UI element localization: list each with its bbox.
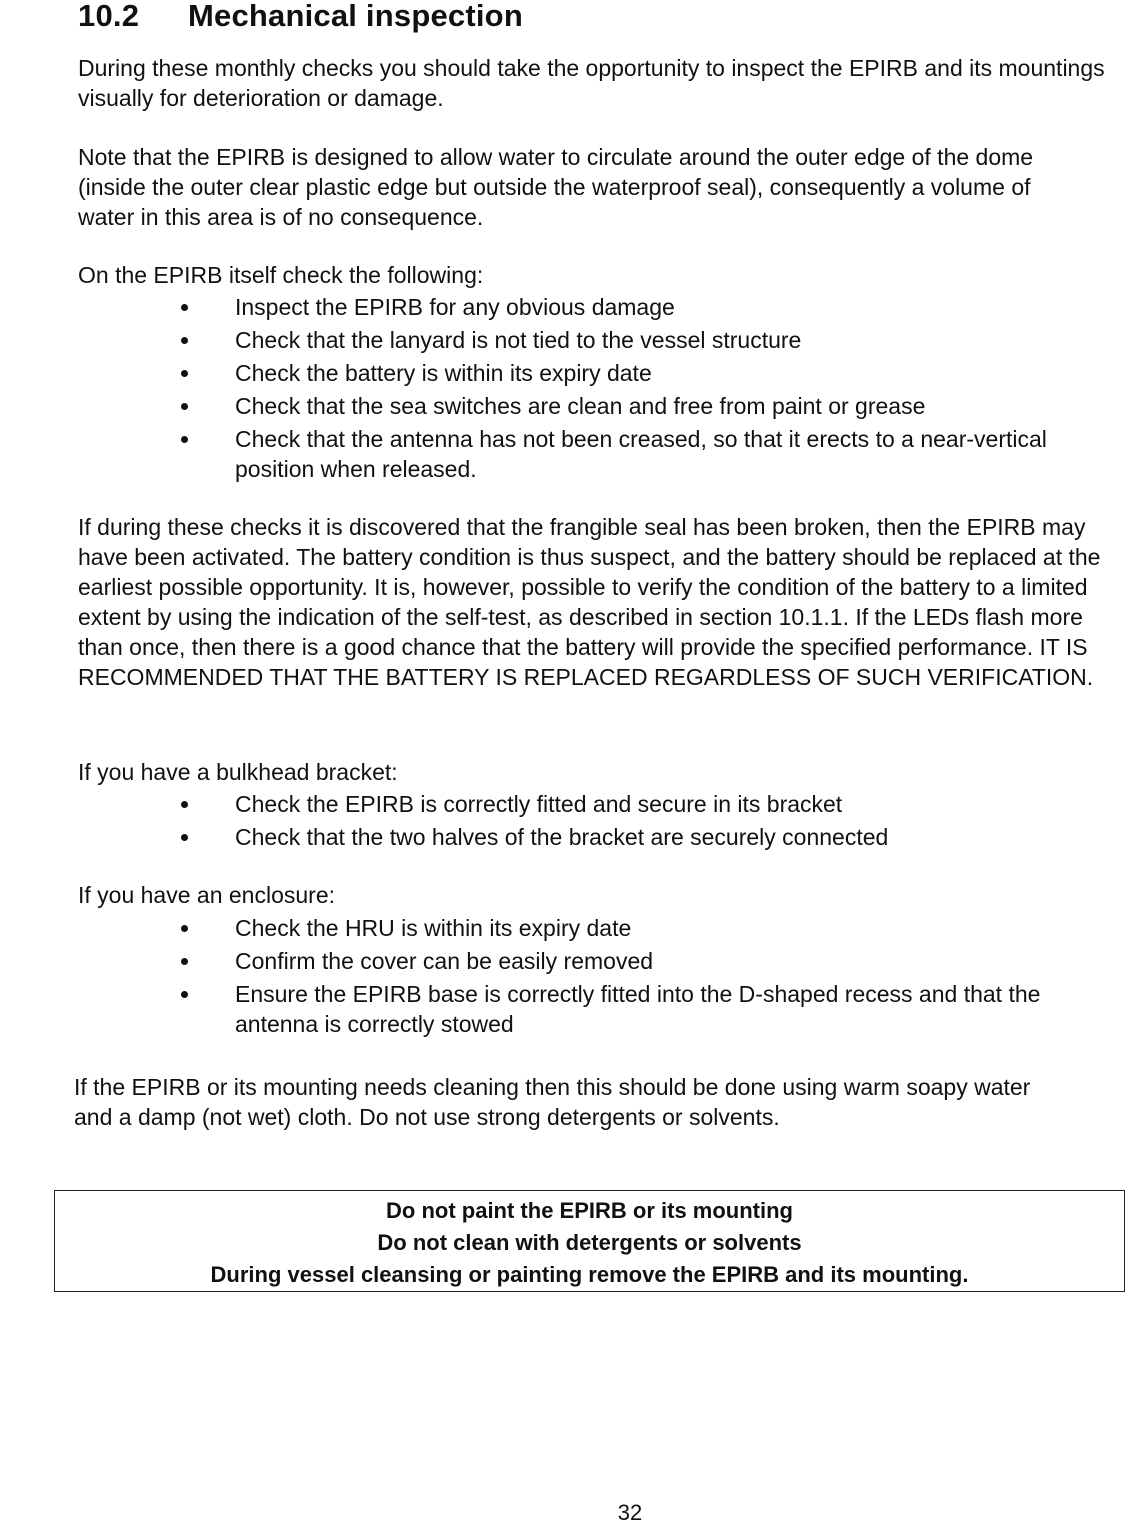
list-item-text: Confirm the cover can be easily removed <box>235 948 654 974</box>
list-item <box>150 424 1105 484</box>
section-heading <box>78 0 523 34</box>
bullet-icon <box>181 304 188 311</box>
list-item-text: Check the HRU is within its expiry date <box>235 915 632 941</box>
bullet-icon <box>181 991 188 998</box>
bullet-icon <box>181 925 188 932</box>
intro-paragraph: During these monthly checks you should take the opportunity to inspect the EPIRB and its mountings visually for deterioration or damage. <box>78 55 1105 111</box>
bulkhead-check-list <box>150 789 1105 855</box>
bulkhead-intro: If you have a bulkhead bracket: <box>78 759 398 785</box>
bullet-icon <box>181 834 188 841</box>
list-item <box>150 325 1105 355</box>
warning-line: Do not clean with detergents or solvents <box>377 1230 802 1255</box>
list-item <box>150 391 1105 421</box>
list-item-text: Check that the antenna has not been creased, so that it erects to a near-vertical position when released. <box>235 426 1047 482</box>
list-item-text: Inspect the EPIRB for any obvious damage <box>235 294 675 320</box>
enclosure-check-list <box>150 913 1105 1042</box>
bullet-icon <box>181 801 188 808</box>
list-item-text: Ensure the EPIRB base is correctly fitted into the D-shaped recess and that the antenna is correctly stowed <box>235 981 1041 1037</box>
list-item <box>150 822 1105 852</box>
bullet-icon <box>181 337 188 344</box>
enclosure-intro: If you have an enclosure: <box>78 882 335 908</box>
warning-line: Do not paint the EPIRB or its mounting <box>386 1198 793 1223</box>
list-item <box>150 789 1105 819</box>
list-item <box>150 979 1105 1039</box>
list-item-text: Check the battery is within its expiry date <box>235 360 652 386</box>
list-item-text: Check that the two halves of the bracket are securely connected <box>235 824 889 850</box>
epirb-check-list <box>150 292 1105 487</box>
bullet-icon <box>181 958 188 965</box>
cleaning-paragraph: If the EPIRB or its mounting needs cleaning then this should be done using warm soapy water and a damp (not wet) cloth. Do not use strong detergents or solvents. <box>74 1074 1031 1130</box>
frangible-seal-paragraph: If during these checks it is discovered that the frangible seal has been broken, then the EPIRB may have been activated. The battery condition is thus suspect, and the battery should be replaced at the earliest possible opportunity. It is, however, possible to verify the condition of the battery to a limited extent by using the indication of the self-test, as described in section 10.1.1. If the LEDs flash more than once, then there is a good chance that the battery will provide the specified performance. IT IS RECOMMENDED THAT THE BATTERY IS REPLACED REGARDLESS OF SUCH VERIFICATION. <box>78 514 1101 690</box>
page-number: 32 <box>617 1500 643 1525</box>
section-title: Mechanical inspection <box>188 0 523 33</box>
list-item <box>150 292 1105 322</box>
warning-line: During vessel cleansing or painting remove the EPIRB and its mounting. <box>210 1262 969 1287</box>
list-item-text: Check that the lanyard is not tied to the vessel structure <box>235 327 802 353</box>
warning-box <box>54 1190 1125 1292</box>
list-item <box>150 358 1105 388</box>
bullet-icon <box>181 436 188 443</box>
note-paragraph: Note that the EPIRB is designed to allow water to circulate around the outer edge of the dome (inside the outer clear plastic edge but outside the waterproof seal), consequently a volume of water in this area is of no consequence. <box>78 144 1034 230</box>
bullet-icon <box>181 370 188 377</box>
bullet-icon <box>181 403 188 410</box>
epirb-check-intro: On the EPIRB itself check the following: <box>78 262 484 288</box>
list-item-text: Check the EPIRB is correctly fitted and secure in its bracket <box>235 791 843 817</box>
list-item <box>150 913 1105 943</box>
list-item-text: Check that the sea switches are clean and free from paint or grease <box>235 393 926 419</box>
section-number: 10.2 <box>78 0 140 33</box>
list-item <box>150 946 1105 976</box>
